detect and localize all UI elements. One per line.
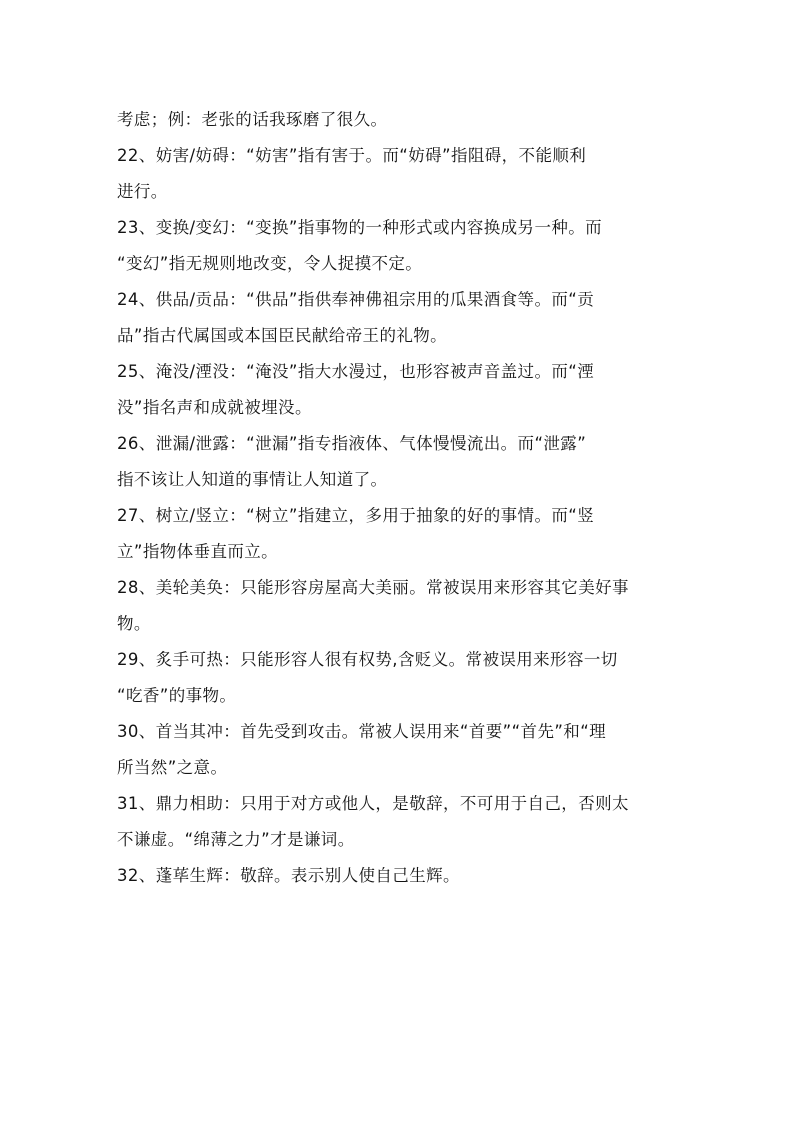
document-body — [117, 102, 697, 894]
text-line: 23、变换/变幻：“变换”指事物的一种形式或内容换成另一种。而 — [117, 218, 603, 237]
text-line: 32、蓬荜生辉：敬辞。表示别人使自己生辉。 — [117, 866, 460, 885]
text-line: 29、炙手可热：只能形容人很有权势,含贬义。常被误用来形容一切 — [117, 650, 618, 669]
text-line: 立”指物体垂直而立。 — [117, 542, 279, 561]
text-line: 考虑；例：老张的话我琢磨了很久。 — [117, 110, 388, 129]
text-line: 所当然”之意。 — [117, 758, 228, 777]
text-line: 27、树立/竖立：“树立”指建立，多用于抽象的好的事情。而“竖 — [117, 506, 595, 525]
text-line: 26、泄漏/泄露：“泄漏”指专指液体、气体慢慢流出。而“泄露” — [117, 434, 587, 453]
text-line: 没”指名声和成就被埋没。 — [117, 398, 312, 417]
text-line: 22、妨害/妨碍：“妨害”指有害于。而“妨碍”指阻碍，不能顺利 — [117, 146, 587, 165]
text-line: 31、鼎力相助：只用于对方或他人，是敬辞，不可用于自己，否则太 — [117, 794, 629, 813]
text-line: “变幻”指无规则地改变，令人捉摸不定。 — [117, 254, 423, 273]
text-line: 30、首当其冲：首先受到攻击。常被人误用来“首要”“首先”和“理 — [117, 722, 607, 741]
text-line: 24、供品/贡品：“供品”指供奉神佛祖宗用的瓜果酒食等。而“贡 — [117, 290, 595, 309]
text-line: 不谦虚。“绵薄之力”才是谦词。 — [117, 830, 355, 849]
text-line: 进行。 — [117, 182, 168, 201]
text-line: 25、淹没/湮没：“淹没”指大水漫过，也形容被声音盖过。而“湮 — [117, 362, 595, 381]
text-line: 品”指古代属国或本国臣民献给帝王的礼物。 — [117, 326, 448, 345]
text-line: 28、美轮美奂：只能形容房屋高大美丽。常被误用来形容其它美好事 — [117, 578, 629, 597]
text-line: “吃香”的事物。 — [117, 686, 237, 705]
text-line: 指不该让人知道的事情让人知道了。 — [117, 470, 388, 489]
text-line: 物。 — [117, 614, 151, 633]
